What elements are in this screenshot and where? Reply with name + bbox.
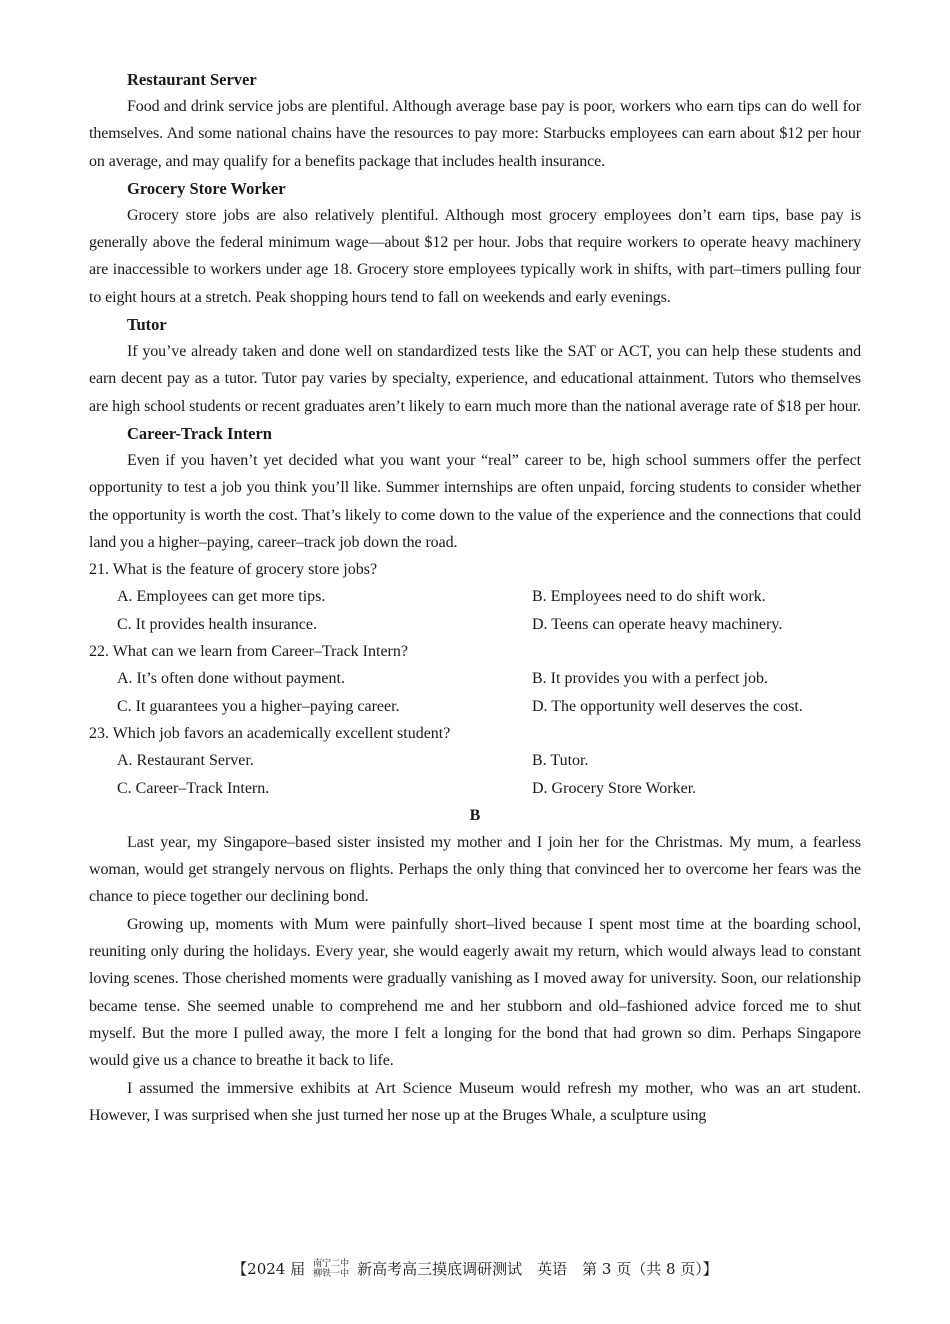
option-c: C. It provides health insurance. bbox=[117, 615, 317, 633]
section-grocery-store-worker bbox=[89, 175, 861, 311]
question-23 bbox=[89, 720, 861, 802]
option-d: D. The opportunity well deserves the cost. bbox=[532, 697, 803, 715]
section-body: Even if you haven’t yet decided what you want your “real” career to be, high school summers offer the perfect opportunity to test a job you think you’ll like. Summer internships are often unpaid, forcing students to consider whether the opportunity is worth the cost. That’s likely to come down to the value of the experience and the connections that could land you a higher–paying, career–track job down the road. bbox=[89, 451, 861, 551]
question-22 bbox=[89, 638, 861, 720]
section-career-track-intern bbox=[89, 420, 861, 556]
question-stem: 22. What can we learn from Career–Track Intern? bbox=[89, 643, 408, 661]
option-b: B. It provides you with a perfect job. bbox=[532, 670, 768, 688]
section-body: Food and drink service jobs are plentiful. Although average base pay is poor, workers who earn tips can do well for themselves. And some national chains have the resources to pay more: Starbucks employees can earn about $12 per hour on average, and may qualify for a benefits package that includes health insurance. bbox=[89, 98, 861, 170]
passage-paragraph: I assumed the immersive exhibits at Art Science Museum would refresh my mother, who was an art student. However, I was surprised when she just turned her nose up at the Bruges Whale, a sculpture using bbox=[89, 1079, 861, 1124]
document-page bbox=[89, 66, 861, 1129]
section-body: Grocery store jobs are also relatively plentiful. Although most grocery employees don’t earn tips, base pay is generally above the federal minimum wage—about $12 per hour. Jobs that require workers to operate heavy machinery are inaccessible to workers under age 18. Grocery store employees typically work in shifts, with part–timers pulling four to eight hours at a stretch. Peak shopping hours tend to fall on weekends and early evenings. bbox=[89, 206, 861, 306]
option-c: C. It guarantees you a higher–paying career. bbox=[117, 697, 400, 715]
footer-schools bbox=[313, 1259, 349, 1279]
section-heading: Grocery Store Worker bbox=[127, 178, 286, 198]
option-b: B. Tutor. bbox=[532, 752, 589, 770]
section-body: If you’ve already taken and done well on standardized tests like the SAT or ACT, you can help these students and earn decent pay as a tutor. Tutor pay varies by specialty, experience, and educational attainment. Tutors who themselves are high school students or recent graduates aren’t likely to earn much more than the national average rate of $18 per hour. bbox=[89, 343, 861, 415]
question-stem: 21. What is the feature of grocery store jobs? bbox=[89, 561, 378, 579]
footer-title: 新高考高三摸底调研测试 英语 第 3 页（共 8 页）】 bbox=[357, 1260, 718, 1278]
section-tutor bbox=[89, 311, 861, 420]
option-d: D. Grocery Store Worker. bbox=[532, 779, 697, 797]
passage-paragraph: Growing up, moments with Mum were painfully short–lived because I spent most time at the boarding school, reuniting only during the holidays. Every year, she would eagerly await my return, which would always lead to constant loving scenes. Those cherished moments were gradually vanishing as I moved away for university. Soon, our relationship became tense. She seemed unable to comprehend me and her stubborn and old–fashioned advice forced me to shut myself. But the more I pulled away, the more I felt a longing for the bond that had grown so dim. Perhaps Singapore would give us a chance to breathe it back to life. bbox=[89, 915, 861, 1070]
option-c: C. Career–Track Intern. bbox=[117, 779, 270, 797]
question-21 bbox=[89, 556, 861, 638]
section-heading: Restaurant Server bbox=[127, 70, 257, 89]
option-a: A. Restaurant Server. bbox=[117, 752, 254, 770]
footer-school-bottom: 柳铁一中 bbox=[313, 1268, 350, 1279]
section-heading: Career-Track Intern bbox=[127, 423, 272, 443]
option-d: D. Teens can operate heavy machinery. bbox=[532, 615, 783, 633]
option-a: A. It’s often done without payment. bbox=[117, 670, 345, 688]
option-b: B. Employees need to do shift work. bbox=[532, 588, 766, 606]
footer-school-top: 南宁二中 bbox=[313, 1258, 350, 1269]
question-stem: 23. Which job favors an academically excellent student? bbox=[89, 724, 451, 742]
section-heading: Tutor bbox=[127, 315, 167, 335]
passage-paragraph: Last year, my Singapore–based sister insisted my mother and I join her for the Christmas. My mum, a fearless woman, would get strangely nervous on flights. Perhaps the only thing that convinced her to overcome her fears was the chance to piece together our declining bond. bbox=[89, 833, 861, 906]
page-footer bbox=[0, 1258, 950, 1279]
option-a: A. Employees can get more tips. bbox=[117, 588, 326, 606]
footer-year: 【2024 届 bbox=[232, 1260, 306, 1278]
section-b-label: B bbox=[469, 806, 481, 824]
section-restaurant-server bbox=[89, 66, 861, 175]
